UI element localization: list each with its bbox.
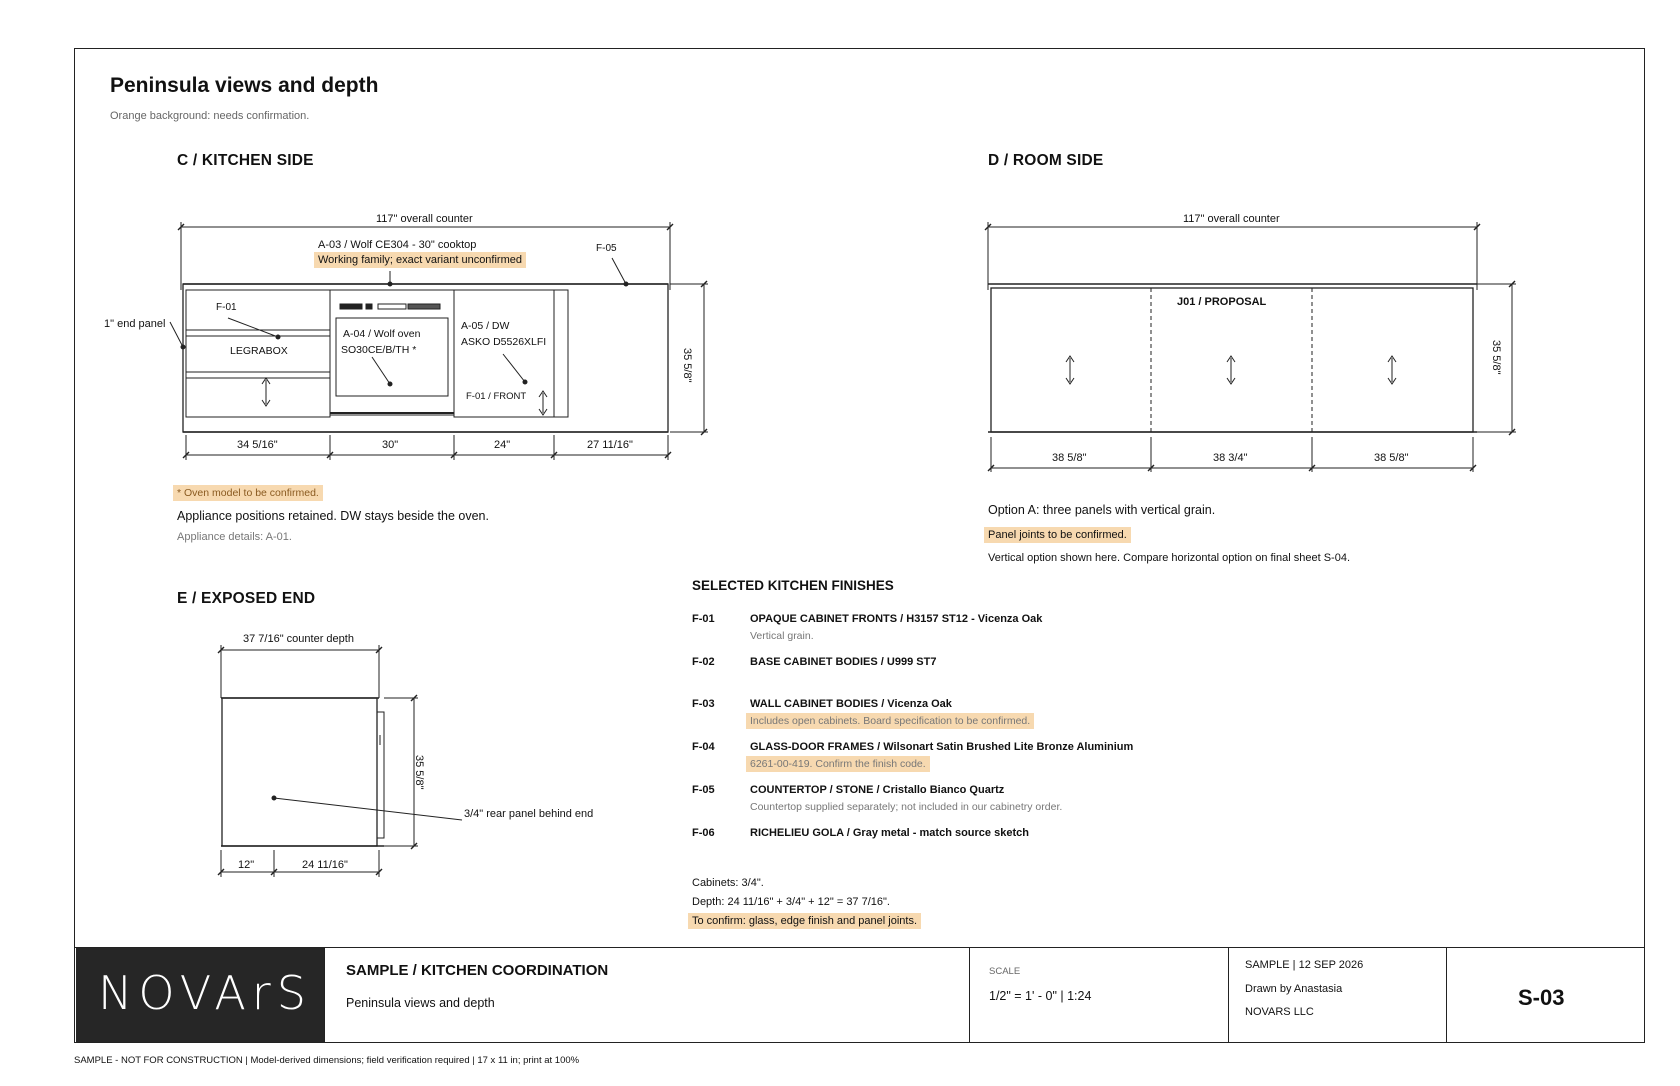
dw-label-1: A-05 / DW [461, 320, 510, 332]
date-text: SAMPLE | 12 SEP 2026 [1245, 959, 1364, 971]
d-note-small: Vertical option shown here. Compare horizontal option on final sheet S-04. [988, 552, 1350, 564]
page-subtitle: Orange background: needs confirmation. [110, 110, 310, 122]
oven-label-2: SO30CE/B/TH * [341, 344, 417, 356]
company-name: NOVARS LLC [1245, 1006, 1314, 1018]
dw-label-2: ASKO D5526XLFI [461, 336, 547, 348]
room-side-heading: D / ROOM SIDE [988, 152, 1104, 169]
novars-logo: NOVArS [98, 966, 312, 1020]
oven-label-1: A-04 / Wolf oven [343, 328, 421, 340]
c-note-highlight: * Oven model to be confirmed. [173, 485, 323, 501]
cooktop-note: Working family; exact variant unconfirmed [314, 252, 526, 268]
finish-note: Includes open cabinets. Board specification to be confirmed. [746, 713, 1034, 729]
d-height-dim: 35 5/8" [1490, 340, 1502, 375]
project-title: SAMPLE / KITCHEN COORDINATION [346, 962, 609, 979]
c-dim-4: 27 11/16" [587, 439, 633, 451]
legrabox-label: LEGRABOX [230, 345, 288, 357]
finish-code: F-02 [692, 656, 715, 668]
page-title: Peninsula views and depth [110, 74, 379, 97]
finish-title: WALL CABINET BODIES / Vicenza Oak [750, 698, 952, 710]
finish-code: F-01 [692, 613, 715, 625]
divider [969, 947, 970, 1043]
logo-box [76, 948, 324, 1042]
d-overall-label: 117" overall counter [1183, 213, 1280, 225]
finish-title: BASE CABINET BODIES / U999 ST7 [750, 656, 937, 668]
e-dim-2: 24 11/16" [302, 859, 348, 871]
c-note-small: Appliance details: A-01. [177, 531, 292, 543]
sheet-number: S-03 [1518, 985, 1565, 1010]
depth-note: Depth: 24 11/16" + 3/4" + 12" = 37 7/16". [692, 896, 890, 908]
scale-value: 1/2" = 1' - 0" | 1:24 [989, 989, 1092, 1003]
finish-code: F-05 [692, 784, 715, 796]
c-height-dim: 35 5/8" [681, 348, 693, 383]
kitchen-side-heading: C / KITCHEN SIDE [177, 152, 314, 169]
end-panel-label: 1" end panel [104, 318, 166, 330]
sheet-title: Peninsula views and depth [346, 996, 495, 1010]
footer-note: SAMPLE - NOT FOR CONSTRUCTION | Model-derived dimensions; field verification required | 17 x 11 in; print at 100% [74, 1055, 580, 1066]
c-overall-label: 117" overall counter [376, 213, 473, 225]
finish-note: Vertical grain. [750, 630, 814, 642]
c-dim-1: 34 5/16" [237, 439, 278, 451]
e-depth-label: 37 7/16" counter depth [243, 633, 354, 645]
e-height-dim: 35 5/8" [413, 755, 425, 790]
finish-title: GLASS-DOOR FRAMES / Wilsonart Satin Brushed Lite Bronze Aluminium [750, 741, 1134, 753]
rear-panel-label: 3/4" rear panel behind end [464, 808, 594, 820]
finish-title: OPAQUE CABINET FRONTS / H3157 ST12 - Vicenza Oak [750, 613, 1043, 625]
divider [1446, 947, 1447, 1043]
finish-title: COUNTERTOP / STONE / Cristallo Bianco Quartz [750, 784, 1005, 796]
c-note-main: Appliance positions retained. DW stays beside the oven. [177, 509, 489, 523]
finish-code: F-06 [692, 827, 715, 839]
divider [1228, 947, 1229, 1043]
finish-code: F-03 [692, 698, 715, 710]
c-dim-3: 24" [494, 439, 511, 451]
finish-title: RICHELIEU GOLA / Gray metal - match source sketch [750, 827, 1029, 839]
scale-label: SCALE [989, 966, 1021, 977]
divider [324, 947, 325, 1043]
cabinets-note: Cabinets: 3/4". [692, 877, 764, 889]
d-note-main: Option A: three panels with vertical grain. [988, 503, 1216, 517]
f01-callout: F-01 [216, 302, 237, 313]
c-dim-2: 30" [382, 439, 399, 451]
dw-front-label: F-01 / FRONT [466, 391, 527, 402]
proposal-label: J01 / PROPOSAL [1177, 296, 1267, 308]
e-dim-1: 12" [238, 859, 255, 871]
confirm-note: To confirm: glass, edge finish and panel joints. [688, 913, 921, 929]
finishes-heading: SELECTED KITCHEN FINISHES [692, 578, 894, 593]
d-dim-1: 38 5/8" [1052, 452, 1087, 464]
f05-callout: F-05 [596, 243, 617, 254]
d-note-highlight: Panel joints to be confirmed. [984, 527, 1131, 543]
finish-note: 6261-00-419. Confirm the finish code. [746, 756, 930, 772]
drawn-by: Drawn by Anastasia [1245, 983, 1343, 995]
d-dim-3: 38 5/8" [1374, 452, 1409, 464]
d-dim-2: 38 3/4" [1213, 452, 1248, 464]
exposed-end-heading: E / EXPOSED END [177, 590, 316, 607]
finish-note: Countertop supplied separately; not included in our cabinetry order. [750, 801, 1063, 813]
cooktop-label: A-03 / Wolf CE304 - 30" cooktop [318, 239, 477, 251]
finish-code: F-04 [692, 741, 715, 753]
